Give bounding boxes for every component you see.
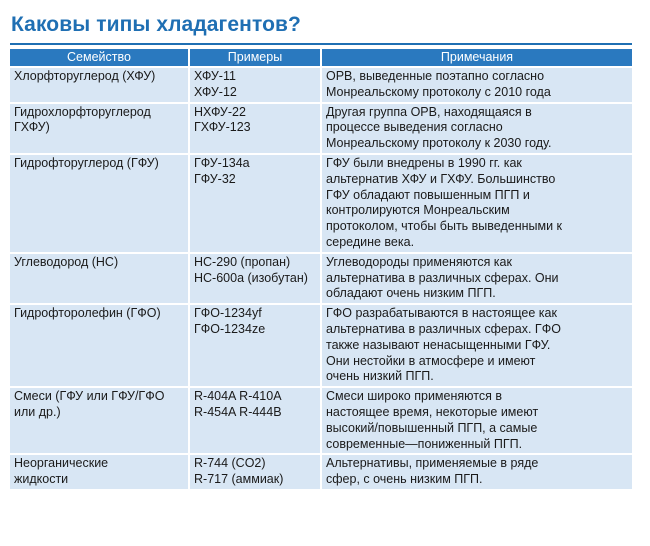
family-cell-line: или др.) xyxy=(14,404,61,419)
title-underline xyxy=(10,43,632,45)
notes-cell-line: высокий/повышенный ПГП, а самые xyxy=(326,420,538,435)
family-cell-line: жидкости xyxy=(14,472,69,487)
table-row xyxy=(10,254,632,303)
examples-cell-line: R-454A R-444B xyxy=(194,404,282,419)
notes-cell-line: ОРВ, выведенные поэтапно согласно xyxy=(326,69,545,83)
notes-cell-line: процессе выведения согласно xyxy=(326,120,503,135)
column-header-notes: Примечания xyxy=(320,49,632,66)
notes-cell xyxy=(320,455,632,489)
family-cell xyxy=(10,68,188,102)
notes-cell-line: Углеводороды применяются как xyxy=(326,254,512,269)
family-cell-line: Хлорфторуглерод (ХФУ) xyxy=(14,69,156,83)
examples-cell xyxy=(188,155,320,252)
table-row xyxy=(10,155,632,252)
notes-cell xyxy=(320,388,632,453)
examples-cell-line: R-717 (аммиак) xyxy=(194,472,284,487)
notes-cell xyxy=(320,155,632,252)
column-header-examples: Примеры xyxy=(188,49,320,66)
table-header-row xyxy=(10,49,632,66)
notes-cell-line: очень низкий ПГП. xyxy=(326,369,434,384)
family-cell xyxy=(10,305,188,386)
family-cell-line: Неорганические xyxy=(14,456,109,471)
notes-cell-line: Смеси широко применяются в xyxy=(326,389,502,404)
notes-cell-line: также называют ненасыщенными ГФУ. xyxy=(326,337,551,352)
notes-cell-line: Они нестойки в атмосфере и имеют xyxy=(326,353,536,368)
notes-cell-line: ГФУ обладают повышенным ПГП и xyxy=(326,187,530,202)
family-cell-line: Гидрофторуглерод (ГФУ) xyxy=(14,155,159,170)
page-title: Каковы типы хладагентов? xyxy=(11,13,301,36)
notes-cell-line: настоящее время, некоторые имеют xyxy=(326,404,539,419)
notes-cell-line: сфер, с очень низким ПГП. xyxy=(326,472,483,487)
examples-cell xyxy=(188,68,320,102)
examples-cell xyxy=(188,254,320,303)
examples-cell xyxy=(188,104,320,153)
notes-cell-line: Альтернативы, применяемые в ряде xyxy=(326,456,539,471)
notes-cell-line: альтернатив ХФУ и ГХФУ. Большинство xyxy=(326,171,556,186)
examples-cell-line: ГХФУ-123 xyxy=(194,120,251,135)
examples-cell-line: R-744 (CO2) xyxy=(194,456,266,471)
notes-cell-line: Другая группа ОРВ, находящаяся в xyxy=(326,104,532,119)
examples-cell xyxy=(188,455,320,489)
family-cell xyxy=(10,388,188,453)
examples-cell-line: НС-290 (пропан) xyxy=(194,254,291,269)
examples-cell-line: НС-600a (изобутан) xyxy=(194,270,308,285)
table-row xyxy=(10,68,632,102)
examples-cell-line: ГФУ-134a xyxy=(194,155,250,170)
notes-cell xyxy=(320,305,632,386)
notes-cell-line: Монреальскому протоколу с 2010 года xyxy=(326,84,551,99)
examples-cell-line: R-404A R-410A xyxy=(194,389,282,404)
examples-cell-line: ГФО-1234yf xyxy=(194,306,262,321)
notes-cell-line: альтернатива в различных сферах. Они xyxy=(326,270,559,285)
family-cell-line: Углеводород (НС) xyxy=(14,254,119,269)
column-header-family: Семейство xyxy=(10,49,188,66)
examples-cell-line: ГФУ-32 xyxy=(194,171,236,186)
notes-cell-line: середине века. xyxy=(326,234,415,249)
examples-cell-line: ГФО-1234ze xyxy=(194,321,266,336)
notes-cell-line: альтернатива в различных сферах. ГФО xyxy=(326,321,561,336)
notes-cell-line: обладают очень низким ПГП. xyxy=(326,286,496,301)
table-row xyxy=(10,104,632,153)
notes-cell xyxy=(320,68,632,102)
examples-cell xyxy=(188,388,320,453)
table-row xyxy=(10,305,632,386)
table-row xyxy=(10,388,632,453)
examples-cell-line: ХФУ-11 xyxy=(194,69,236,83)
examples-cell-line: ХФУ-12 xyxy=(194,84,237,99)
notes-cell-line: ГФО разрабатываются в настоящее как xyxy=(326,306,557,321)
notes-cell-line: контролируются Монреальским xyxy=(326,203,510,218)
family-cell xyxy=(10,104,188,153)
notes-cell-line: Монреальскому протоколу к 2030 году. xyxy=(326,136,552,151)
family-cell-line: ГХФУ) xyxy=(14,120,50,135)
examples-cell-line: НХФУ-22 xyxy=(194,104,246,119)
notes-cell-line: протоколом, чтобы быть выведенными к xyxy=(326,219,563,234)
family-cell xyxy=(10,155,188,252)
notes-cell xyxy=(320,104,632,153)
family-cell-line: Гидрофторолефин (ГФО) xyxy=(14,306,161,321)
refrigerant-types-table xyxy=(10,47,632,491)
notes-cell xyxy=(320,254,632,303)
family-cell xyxy=(10,455,188,489)
table-row xyxy=(10,455,632,489)
family-cell xyxy=(10,254,188,303)
family-cell-line: Смеси (ГФУ или ГФУ/ГФО xyxy=(14,389,165,404)
notes-cell-line: современные—пониженный ПГП. xyxy=(326,436,523,451)
notes-cell-line: ГФУ были внедрены в 1990 гг. как xyxy=(326,155,522,170)
family-cell-line: Гидрохлорфторуглерод xyxy=(14,104,151,119)
examples-cell xyxy=(188,305,320,386)
